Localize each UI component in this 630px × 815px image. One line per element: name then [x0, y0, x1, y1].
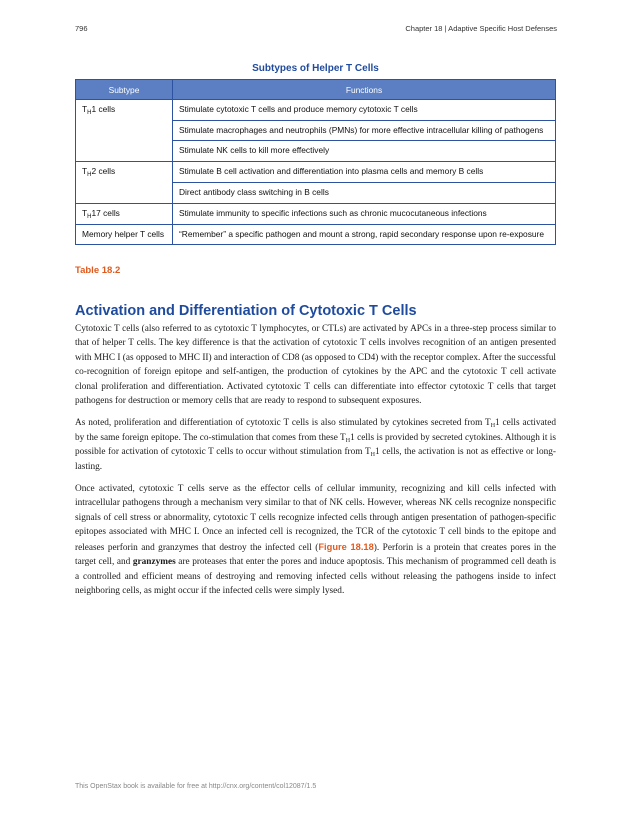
column-header-functions: Functions	[173, 80, 556, 100]
subtype-cell: $T_H1$ cells	[76, 100, 173, 162]
subtype-cell: $T_H17$ cells	[76, 204, 173, 225]
paragraph: Once activated, cytotoxic T cells serve as the effector cells of cellular immunity, recognizing and kill cells infected with intracellular pathogens through a mechanism very similar to that of NK cells. However, whereas NK cells recognize nonspecific signals of cell stress or abnormality, cytotoxic T cells recognize infected cells through antigen presentation of pathogen-specific epitopes associated with MHC I. Once an infected cell is recognized, the TCR of the cytotoxic T cell binds to the epitope and releases perforin and granzymes that destroy the infected cell (Figure 18.18). Perforin is a protein that creates pores in the target cell, and granzymes are proteases that enter the pores and induce apoptosis. This mechanism of programmed cell death is a controlled and efficient means of destroying and removing infected cells without releasing the pathogens inside to infect neighboring cells, as might occur if the infected cells were simply lysed.	[75, 484, 557, 596]
chapter-header: Chapter 18 | Adaptive Specific Host Defenses	[405, 24, 557, 33]
section-heading: Activation and Differentiation of Cytotoxic T Cells	[75, 303, 417, 319]
section-body	[75, 322, 556, 606]
table-row	[76, 162, 556, 183]
page-footer: This OpenStax book is available for free at http://cnx.org/content/col12087/1.5	[75, 783, 317, 790]
subtype-cell: $T_H2$ cells	[76, 162, 173, 204]
function-cell: Stimulate B cell activation and differentiation into plasma cells and memory B cells	[173, 162, 556, 183]
function-cell: Stimulate immunity to specific infections such as chronic mucocutaneous infections	[173, 204, 556, 225]
function-cell: Stimulate cytotoxic T cells and produce memory cytotoxic T cells	[173, 100, 556, 121]
paragraph: Cytotoxic T cells (also referred to as cytotoxic T lymphocytes, or CTLs) are activated by APCs in a three-step process similar to that of helper T cells. The key difference is that the activation of cytotoxic T cells involves recognition of an antigen presented with MHC I (as opposed to MHC II) and interaction of CD8 (as opposed to CD4) with the receptor complex. After the successful co-recognition of foreign epitope and self-antigen, the production of cytokines by the APC and the cytotoxic T cell activate clonal proliferation and differentiation. Activated cytotoxic T cells can differentiate into effector cytotoxic T cells that target pathogens for destruction or memory cells that are ready to respond to subsequent exposures.	[75, 324, 557, 407]
table-label: Table 18.2	[75, 265, 121, 276]
column-header-subtype: Subtype	[76, 80, 173, 100]
function-cell: “Remember” a specific pathogen and mount a strong, rapid secondary response upon re-exposure	[173, 225, 556, 245]
paragraph: As noted, proliferation and differentiation of cytotoxic T cells is also stimulated by cytokines secreted from $T_H1$ cells activated by the same foreign epitope. The co-stimulation that comes from these $T_H1$ cells is provided by secreted cytokines. Although it is possible for activation of cytotoxic T cells to occur without stimulation from $T_H1$ cells, the activation is not as effective or long-lasting.	[75, 418, 557, 472]
key-term: granzymes	[132, 557, 176, 568]
table-row	[76, 204, 556, 225]
table-title: Subtypes of Helper T Cells	[252, 63, 379, 74]
function-cell: Direct antibody class switching in B cells	[173, 183, 556, 204]
subtype-cell: Memory helper T cells	[76, 225, 173, 245]
helper-t-cells-table	[75, 79, 556, 245]
table-row	[76, 225, 556, 245]
table-row	[76, 100, 556, 121]
page-number: 796	[75, 24, 88, 33]
function-cell: Stimulate NK cells to kill more effectively	[173, 141, 556, 162]
function-cell: Stimulate macrophages and neutrophils (PMNs) for more effective intracellular killing of pathogens	[173, 121, 556, 141]
figure-link[interactable]: Figure 18.18	[318, 541, 374, 552]
